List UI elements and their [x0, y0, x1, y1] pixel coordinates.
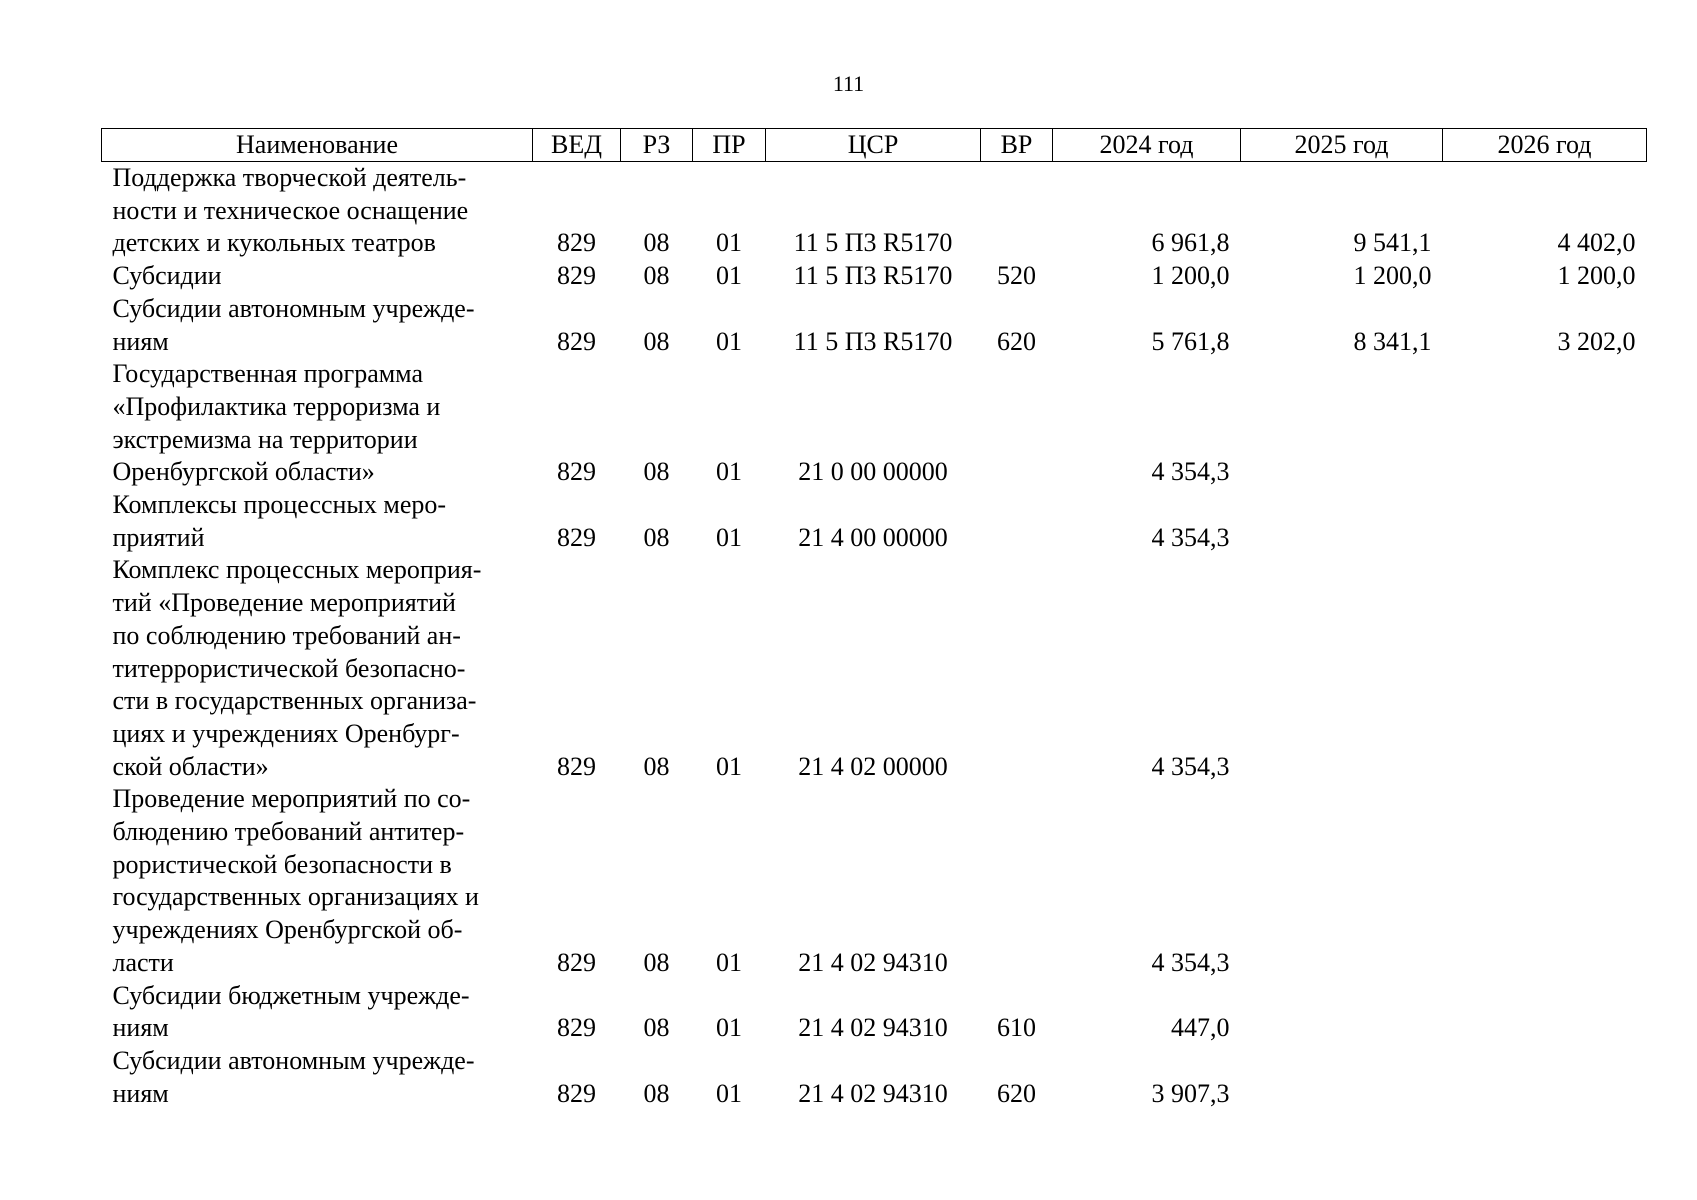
cell-amount-2025 — [1241, 980, 1443, 1045]
cell-ved: 829 — [557, 1013, 596, 1043]
cell-name-line: Поддержка творческой деятель- — [112, 163, 467, 192]
cell-amount-2024: 4 354,3 — [1151, 751, 1230, 781]
cell-amount-2025 — [1241, 358, 1443, 489]
cell-amount-2024: 1 200,0 — [1151, 261, 1230, 291]
cell-name-line: Субсидии автономным учрежде- — [112, 1045, 475, 1075]
column-header-2024: 2024 год — [1053, 129, 1241, 162]
cell-name-line: рористической безопасности в — [112, 849, 452, 879]
cell-rz: 08 — [643, 522, 670, 552]
cell-name — [102, 489, 533, 554]
cell-amount-2026 — [1443, 554, 1647, 783]
cell-ved: 829 — [557, 261, 596, 291]
cell-csr: 11 5 П3 R5170 — [793, 326, 953, 356]
cell-name — [102, 783, 533, 979]
cell-pr: 01 — [716, 261, 742, 291]
cell-vr: 620 — [997, 1078, 1036, 1108]
column-header-2026: 2026 год — [1443, 129, 1647, 162]
cell-amount-2024: 3 907,3 — [1151, 1078, 1230, 1108]
cell-ved: 829 — [557, 947, 596, 977]
cell-csr: 21 4 02 94310 — [798, 1078, 948, 1108]
cell-rz: 08 — [643, 326, 670, 356]
cell-rz: 08 — [643, 228, 670, 258]
table-header-row — [102, 129, 1647, 162]
cell-amount-2024: 4 354,3 — [1151, 457, 1230, 487]
cell-amount-2025 — [1241, 489, 1443, 554]
cell-pr: 01 — [716, 457, 742, 487]
cell-name-line: Субсидии бюджетным учрежде- — [112, 980, 470, 1010]
cell-amount-2025 — [1241, 1045, 1443, 1110]
table-row — [102, 358, 1647, 489]
cell-name-line: Государственная программа — [112, 359, 424, 389]
cell-ved: 829 — [557, 326, 596, 356]
table-row — [102, 162, 1647, 261]
cell-amount-2026: 1 200,0 — [1557, 261, 1636, 291]
cell-amount-2025: 9 541,1 — [1353, 228, 1432, 258]
cell-csr: 21 0 00 00000 — [798, 457, 948, 487]
cell-pr: 01 — [716, 751, 742, 781]
table-row — [102, 783, 1647, 979]
table-row — [102, 260, 1647, 293]
cell-amount-2026 — [1443, 1045, 1647, 1110]
cell-csr: 21 4 02 00000 — [798, 751, 948, 781]
cell-name — [102, 260, 533, 293]
cell-pr: 01 — [716, 326, 742, 356]
cell-name-line: ской области» — [112, 751, 269, 781]
cell-name-line: титеррористической безопасно- — [112, 653, 466, 683]
cell-name-line: ниям — [112, 326, 169, 356]
cell-name-line: детских и кукольных театров — [112, 228, 436, 258]
page-number: 111 — [832, 71, 865, 96]
cell-pr: 01 — [716, 1078, 742, 1108]
column-header-name: Наименование — [102, 129, 533, 162]
cell-name-line: ласти — [112, 947, 174, 977]
cell-amount-2026: 3 202,0 — [1557, 326, 1636, 356]
cell-name — [102, 293, 533, 358]
cell-name-line: ниям — [112, 1078, 169, 1108]
cell-name-line: Проведение мероприятий по со- — [112, 784, 471, 814]
cell-csr: 21 4 02 94310 — [798, 1013, 948, 1043]
cell-csr: 11 5 П3 R5170 — [793, 228, 953, 258]
cell-amount-2026: 4 402,0 — [1557, 228, 1636, 258]
cell-vr — [981, 162, 1053, 261]
cell-name — [102, 980, 533, 1045]
column-header-rz: РЗ — [621, 129, 693, 162]
column-header-ved: ВЕД — [533, 129, 621, 162]
cell-rz: 08 — [643, 751, 670, 781]
cell-amount-2026 — [1443, 980, 1647, 1045]
cell-pr: 01 — [716, 1013, 742, 1043]
cell-amount-2026 — [1443, 358, 1647, 489]
cell-amount-2024: 5 761,8 — [1151, 326, 1230, 356]
table-row — [102, 1045, 1647, 1110]
cell-name-line: циях и учреждениях Оренбург- — [112, 718, 460, 748]
column-header-pr: ПР — [693, 129, 766, 162]
cell-rz: 08 — [643, 261, 670, 291]
cell-name-line: Оренбургской области» — [112, 457, 375, 487]
cell-amount-2025: 1 200,0 — [1353, 261, 1432, 291]
cell-ved: 829 — [557, 1078, 596, 1108]
cell-name-line: учреждениях Оренбургской об- — [112, 915, 463, 945]
cell-name-line: приятий — [112, 522, 205, 552]
cell-name-line: по соблюдению требований ан- — [112, 620, 461, 650]
cell-rz: 08 — [643, 947, 670, 977]
cell-name-line: ниям — [112, 1013, 169, 1043]
cell-amount-2024: 447,0 — [1171, 1013, 1230, 1043]
budget-table — [101, 128, 1647, 1110]
cell-amount-2025: 8 341,1 — [1353, 326, 1432, 356]
cell-name-line: тий «Проведение мероприятий — [112, 588, 456, 618]
column-header-2025: 2025 год — [1241, 129, 1443, 162]
table-row — [102, 293, 1647, 358]
cell-amount-2024: 6 961,8 — [1151, 228, 1230, 258]
cell-csr: 21 4 02 94310 — [798, 947, 948, 977]
cell-csr: 21 4 00 00000 — [798, 522, 948, 552]
cell-vr — [981, 489, 1053, 554]
cell-amount-2024: 4 354,3 — [1151, 522, 1230, 552]
cell-name-line: Комплекс процессных мероприя- — [112, 555, 482, 585]
cell-name — [102, 1045, 533, 1110]
cell-pr: 01 — [716, 947, 742, 977]
cell-ved: 829 — [557, 522, 596, 552]
cell-ved: 829 — [557, 751, 596, 781]
cell-name-line: государственных организациях и — [112, 882, 479, 912]
cell-name-line: сти в государственных организа- — [112, 686, 477, 716]
column-header-vr: ВР — [981, 129, 1053, 162]
cell-name-line: ности и техническое оснащение — [112, 195, 469, 225]
cell-pr: 01 — [716, 228, 742, 258]
cell-name — [102, 358, 533, 489]
cell-amount-2026 — [1443, 783, 1647, 979]
cell-vr: 620 — [997, 326, 1036, 356]
cell-amount-2024: 4 354,3 — [1151, 947, 1230, 977]
column-header-csr: ЦСР — [766, 129, 981, 162]
cell-name — [102, 162, 533, 261]
cell-rz: 08 — [643, 1078, 670, 1108]
table-body — [102, 162, 1647, 1111]
cell-rz: 08 — [643, 1013, 670, 1043]
cell-amount-2026 — [1443, 489, 1647, 554]
cell-vr: 520 — [997, 261, 1036, 291]
table-row — [102, 489, 1647, 554]
cell-name-line: «Профилактика терроризма и — [112, 391, 441, 421]
table-row — [102, 554, 1647, 783]
table-row — [102, 980, 1647, 1045]
cell-vr — [981, 554, 1053, 783]
cell-vr — [981, 358, 1053, 489]
cell-name-line: Субсидии автономным учрежде- — [112, 293, 475, 323]
cell-amount-2025 — [1241, 554, 1443, 783]
cell-name-line: Комплексы процессных меро- — [112, 490, 447, 520]
cell-vr — [981, 783, 1053, 979]
cell-name-line: Субсидии — [112, 261, 222, 291]
cell-rz: 08 — [643, 457, 670, 487]
cell-name-line: блюдению требований антитер- — [112, 817, 465, 847]
cell-name — [102, 554, 533, 783]
cell-name-line: экстремизма на территории — [112, 424, 418, 454]
cell-csr: 11 5 П3 R5170 — [793, 261, 953, 291]
cell-pr: 01 — [716, 522, 742, 552]
cell-ved: 829 — [557, 228, 596, 258]
cell-ved: 829 — [557, 457, 596, 487]
cell-vr: 610 — [997, 1013, 1036, 1043]
cell-amount-2025 — [1241, 783, 1443, 979]
